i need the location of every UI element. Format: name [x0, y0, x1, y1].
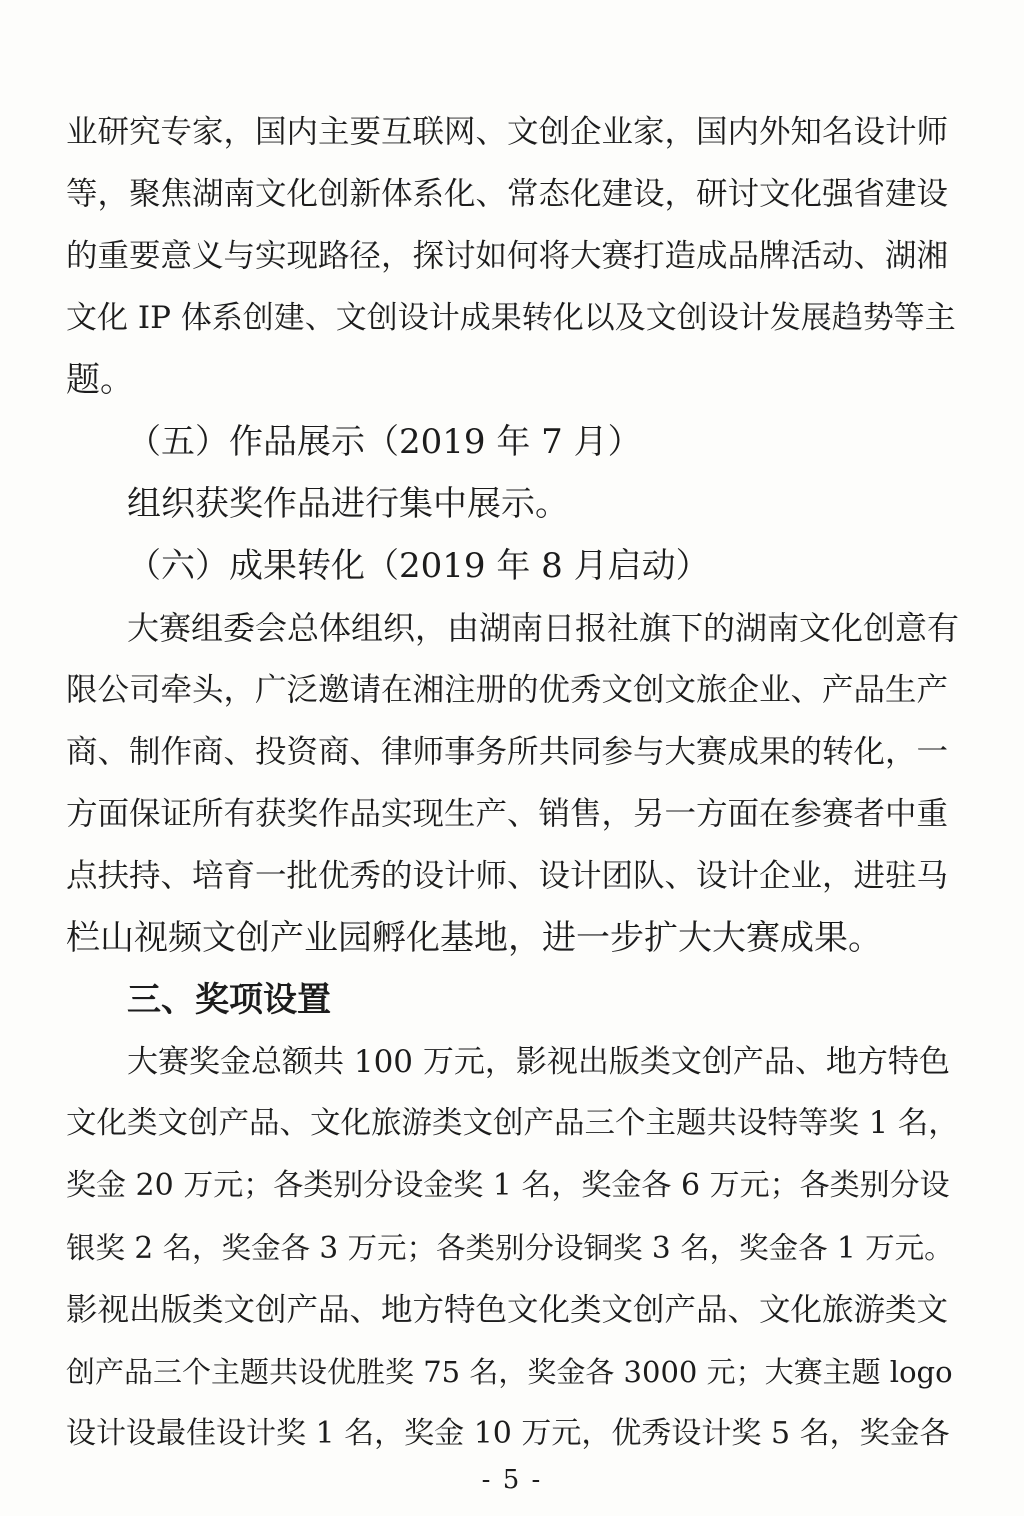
- body-line: 设计设最佳设计奖 1 名，奖金 10 万元，优秀设计奖 5 名，奖金各: [66, 1416, 950, 1451]
- body-line: 方面保证所有获奖作品实现生产、销售，另一方面在参赛者中重: [66, 796, 949, 832]
- body-line: 点扶持、培育一批优秀的设计师、设计团队、设计企业，进驻马: [66, 858, 949, 894]
- page-number: - 5 -: [481, 1465, 543, 1495]
- section-heading-transformation: （六）成果转化（2019 年 8 月启动）: [127, 546, 710, 586]
- body-line: 文化类文创产品、文化旅游类文创产品三个主题共设特等奖 1 名，: [66, 1106, 959, 1141]
- section-heading-awards: 三、奖项设置: [127, 980, 331, 1020]
- body-line: 的重要意义与实现路径，探讨如何将大赛打造成品牌活动、湖湘: [66, 238, 949, 274]
- body-line: 大赛奖金总额共 100 万元，影视出版类文创产品、地方特色: [127, 1044, 950, 1080]
- body-line: 银奖 2 名，奖金各 3 万元；各类别分设铜奖 3 名，奖金各 1 万元。: [66, 1231, 954, 1265]
- body-line: 限公司牵头，广泛邀请在湘注册的优秀文创文旅企业、产品生产: [66, 672, 949, 708]
- body-line: 创产品三个主题共设优胜奖 75 名，奖金各 3000 元；大赛主题 logo: [66, 1355, 953, 1389]
- body-line: 组织获奖作品进行集中展示。: [127, 484, 569, 524]
- body-line: 题。: [66, 360, 134, 400]
- section-heading-exhibition: （五）作品展示（2019 年 7 月）: [127, 422, 642, 462]
- body-line: 奖金 20 万元；各类别分设金奖 1 名，奖金各 6 万元；各类别分设: [66, 1168, 950, 1203]
- body-line: 栏山视频文创产业园孵化基地，进一步扩大大赛成果。: [66, 918, 882, 958]
- body-line: 等，聚焦湖南文化创新体系化、常态化建设，研讨文化强省建设: [66, 176, 949, 212]
- body-line: 大赛组委会总体组织，由湖南日报社旗下的湖南文化创意有: [127, 609, 960, 647]
- body-line: 业研究专家，国内主要互联网、文创企业家，国内外知名设计师: [66, 114, 949, 150]
- body-line: 商、制作商、投资商、律师事务所共同参与大赛成果的转化，一: [66, 734, 949, 770]
- body-line: 影视出版类文创产品、地方特色文化类文创产品、文化旅游类文: [66, 1292, 949, 1328]
- body-line: 文化 IP 体系创建、文创设计成果转化以及文创设计发展趋势等主: [66, 300, 956, 336]
